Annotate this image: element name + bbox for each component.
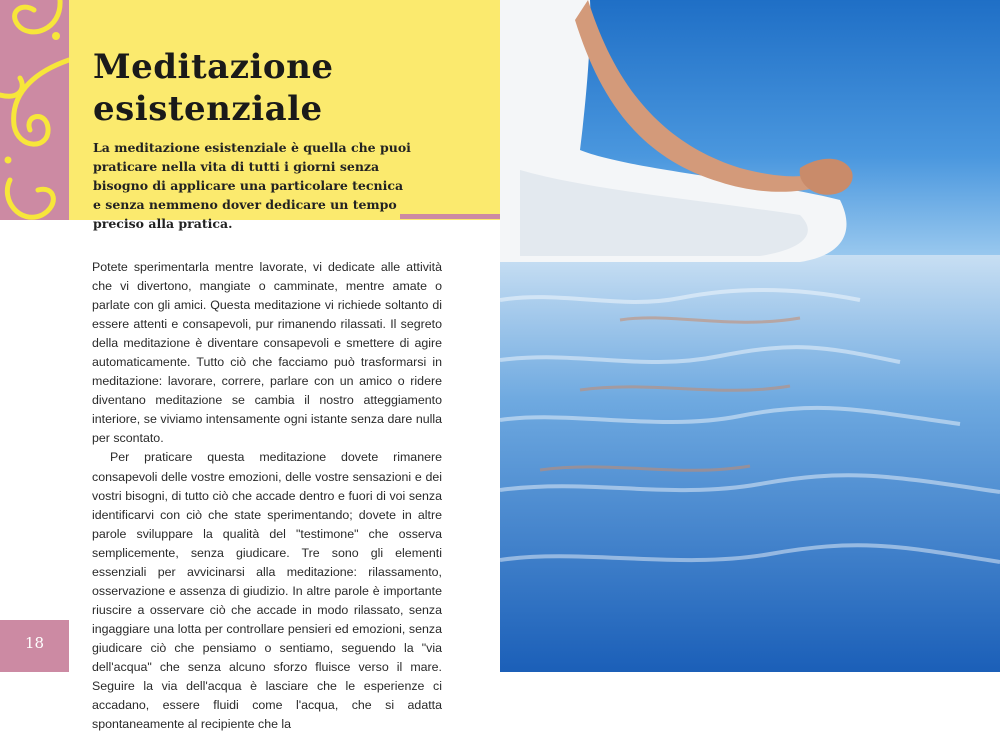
body-text: [92, 258, 442, 734]
photo-illustration: [500, 0, 1000, 672]
paragraph: Potete sperimentarla mentre lavorate, vi dedicate alle attività che vi divertono, mangiate o camminate, mentre amate o parlate con gli amici. Questa meditazione vi richiede soltanto di essere attenti e consapevoli, pur rimanendo rilassati. Il segreto della meditazione è diventare consapevoli e smettere di agire automaticamente. Tutto ciò che facciamo può trasformarsi in meditazione: lavorare, correre, parlare con un amico o ridere diventano meditazione se cambia il nostro atteggiamento interiore, se viviamo intensamente ogni istante senza dare nulla per scontato.: [92, 260, 442, 446]
paragraph: Per praticare questa meditazione dovete rimanere consapevoli delle vostre emozioni, delle vostre sensazioni e dei vostri bisogni, di tutto ciò che accade dentro e fuori di voi senza identificarvi con ciò che state sperimentando; dovete in altre parole sviluppare la qualità del "testimone" che osserva semplicemente, senza giudicare. Tre sono gli elementi essenziali per avvicinarsi alla meditazione: rilassamento, osservazione e assenza di giudizio. In altre parole è importante riuscire a osservare ciò che accade in modo rilassato, senza ingaggiare una lotta per controllare pensieri ed emozioni, senza giudicare ciò che pensiamo o sentiamo, seguendo la "via dell'acqua" che senza alcuno sforzo fluisce verso il mare. Seguire la via dell'acqua è lasciare che le esperienze ci accadano, essere fluidi come l'acqua, che si adatta spontaneamente al recipiente che la: [92, 450, 442, 732]
intro-text: La meditazione esistenziale è quella che puoi praticare nella vita di tutti i giorni senza bisogno di applicare una particolare tecnica e senza nemmeno dover dedicare un tempo preciso alla pratica.: [93, 140, 411, 231]
header-box: [69, 0, 500, 231]
page-title: Meditazione esistenziale: [93, 47, 334, 129]
swirl-ornament-icon: [0, 0, 69, 220]
decorative-strip: [0, 0, 69, 220]
accent-rule: [400, 214, 500, 219]
meditation-photo: [500, 0, 1000, 672]
page-number-block: [0, 620, 69, 672]
page-number: 18: [24, 634, 45, 652]
